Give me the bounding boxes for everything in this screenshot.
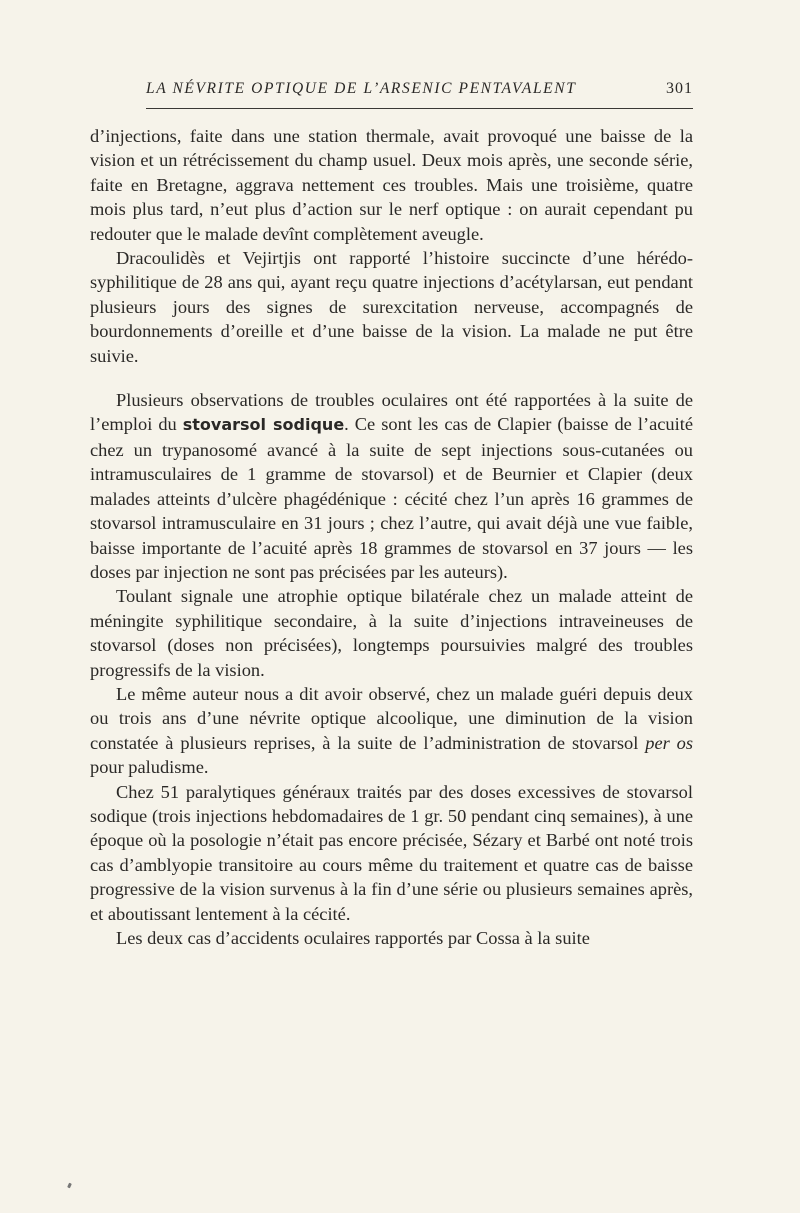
body-text [90,124,693,950]
ink-speck [67,1183,72,1189]
page-header [138,78,693,108]
paragraph-toulant: Toulant signale une atrophie optique bilatérale chez un malade atteint de méningite syphilitique secondaire, à la suite d’injections intraveineuses de stovarsol (doses non précisées), longtemps poursuivies malgré des troubles progressifs de la vision. [90,586,693,680]
latin-phrase: per os [645,732,693,753]
drug-name-highlight: stovarsol sodique [182,415,345,435]
paragraph-continuation: d’injections, faite dans une station thermale, avait provoqué une baisse de la vision et un rétrécissement du champ usuel. Deux mois après, une seconde série, faite en Bretagne, aggrava nettement ces troubles. Mais une troisième, quatre mois plus tard, n’eut plus d’action sur le nerf optique : on aurait cependant pu redouter que le malade devînt complètement aveugle. [90,126,693,244]
paragraph-text: . Ce sont les cas de Clapier (baisse de l’acuité chez un trypanosomé avancé à la suite de sept injections sous-cutanées ou intramusculaires de 1 gramme de stovarsol) et de Beurnier et Clapier (deux malades atteints d’ulcère phagédénique : cécité chez l’un après 16 grammes de stovarsol intramusculaire en 31 jours ; chez l’autre, qui avait déjà une vue faible, baisse importante de l’acuité après 18 grammes de stovarsol en 37 jours — les doses par injection ne sont pas précisées par les auteurs). [90,414,693,582]
running-title: LA NÉVRITE OPTIQUE DE L’ARSENIC PENTAVALENT [146,80,577,97]
paragraph-text: Plusieurs observations de troubles oculaires ont été rapportées à la suite de l’emploi du [90,390,693,435]
paragraph-text: pour paludisme. [90,757,209,778]
page-number: 301 [666,80,693,97]
paragraph-cossa: Les deux cas d’accidents oculaires rapportés par Cossa à la suite [116,928,590,948]
paragraph-stovarsol-sodique [90,388,693,584]
paragraph-sezary-barbe: Chez 51 paralytiques généraux traités par des doses excessives de stovarsol sodique (trois injections hebdomadaires de 1 gr. 50 pendant cinq semaines), à une époque où la posologie n’était pas encore précisée, Sézary et Barbé ont noté trois cas d’amblyopie transitoire au cours même du traitement et quatre cas de baisse progressive de la vision survenus à la fin d’une série ou plusieurs semaines après, et aboutissant lentement à la cécité. [90,781,693,924]
paragraph-text: Le même auteur nous a dit avoir observé, chez un malade guéri depuis deux ou trois ans d’une névrite optique alcoolique, une diminution de la vision constatée à plusieurs reprises, à la suite de l’administration de stovarsol [90,683,693,753]
header-rule [146,108,693,109]
paragraph-same-author [90,682,693,780]
paragraph-dracoulides: Dracoulidès et Vejirtjis ont rapporté l’histoire succincte d’une hérédo-syphilitique de 28 ans qui, ayant reçu quatre injections d’acétylarsan, eut pendant plusieurs jours des signes de surexcitation nerveuse, accompagnés de bourdonnements d’oreille et d’une baisse de la vision. La malade ne put être suivie. [90,248,693,366]
